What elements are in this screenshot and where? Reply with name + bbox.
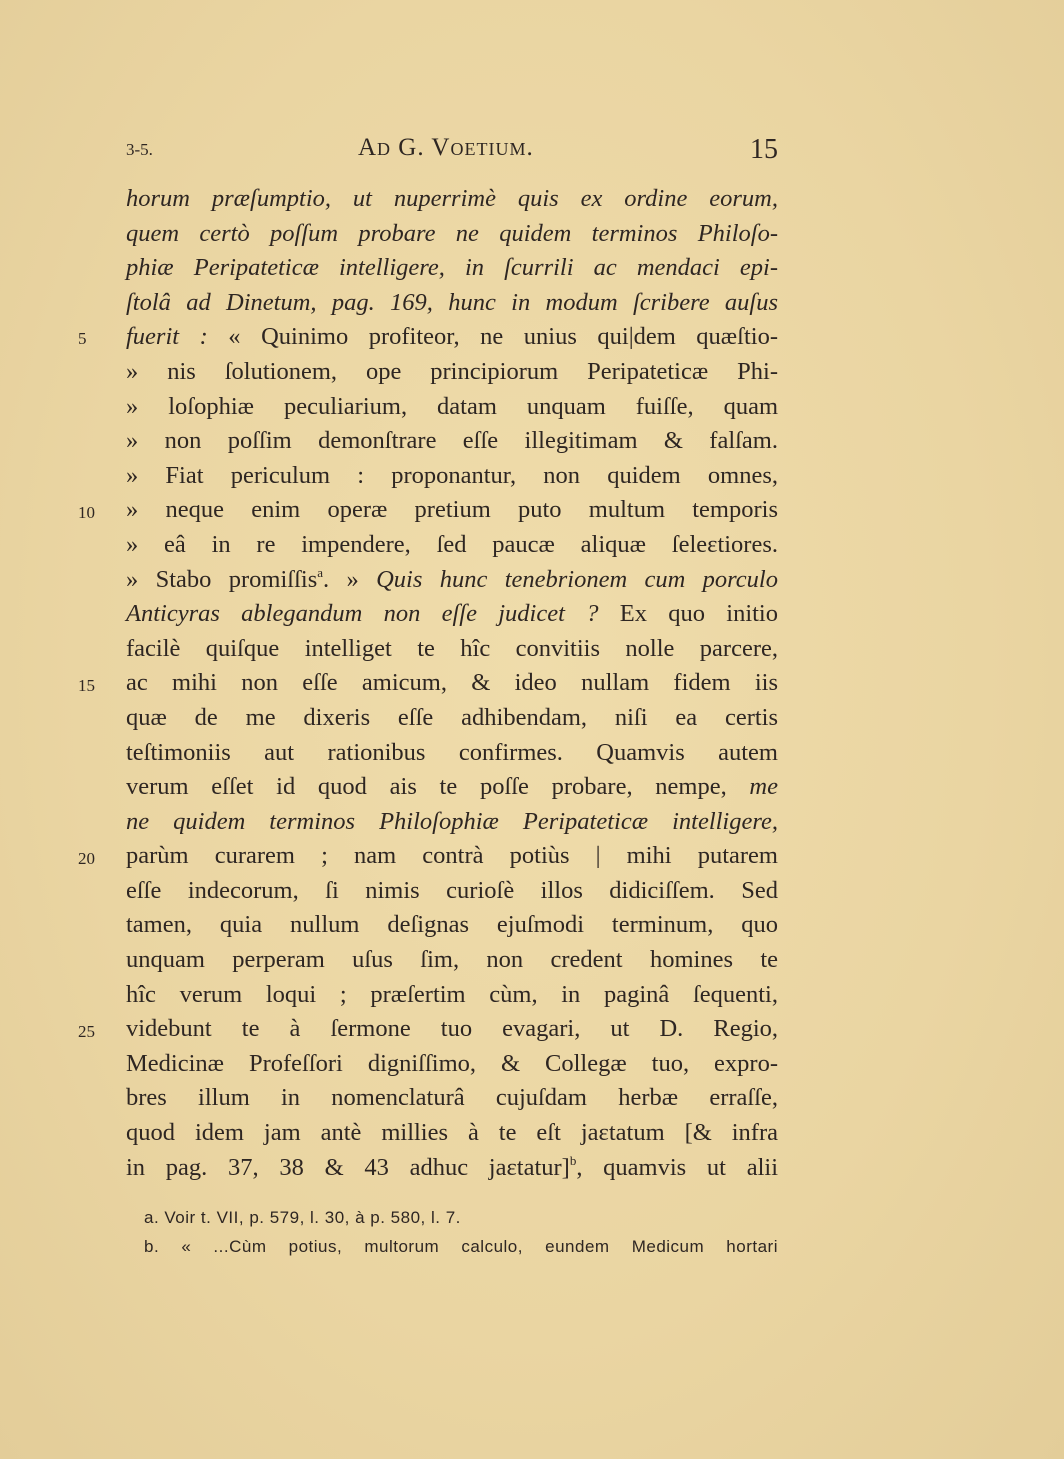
text-segment: » non poſſim demonſtrare eſſe illegitimam & falſam. [126,427,778,455]
footnote-a: a. Voir t. VII, p. 579, l. 30, à p. 580, l. 7. [144,1208,461,1227]
text-segment: » Fiat periculum : proponantur, non quidem omnes, [126,461,778,489]
text-segment: quæ de me dixeris eſſe adhibendam, niſi ea certis [126,703,778,731]
running-header [126,134,778,174]
footnote-b: b. « ...Cùm potius, multorum calculo, eundem Medicum hortari [144,1237,778,1256]
line-number-20: 20 [78,849,95,868]
line-number-15: 15 [78,676,95,695]
text-line [126,874,778,909]
text-line [126,528,778,563]
text-segment: fuerit : [126,323,229,351]
text-segment: . » [323,565,377,593]
text-line [126,1151,778,1186]
text-segment: hîc verum loqui ; præſertim cùm, in paginâ ſequenti, [126,980,778,1008]
text-line [126,493,778,528]
footnotes [144,1203,778,1261]
text-line [126,563,778,598]
text-segment: ſtolâ ad Dinetum, pag. 169, hunc in modum ſcribere auſus [126,288,778,316]
text-segment: quem certò poſſum probare ne quidem terminos Philoſo- [126,219,778,247]
text-segment: phiæ Peripateticæ intelligere, in ſcurrili ac mendaci epi- [126,254,778,282]
line-number-25: 25 [78,1022,95,1041]
text-line [126,251,778,286]
text-segment: Anticyras ablegandum non eſſe judicet ? [126,600,620,628]
text-segment: » Stabo promiſſis [126,565,318,593]
text-line [126,908,778,943]
text-line [126,424,778,459]
text-segment: Ex quo initio [619,600,778,628]
text-line [126,805,778,840]
text-line [126,1012,778,1047]
text-segment: tamen, quia nullum deſignas ejuſmodi terminum, quo [126,911,778,939]
text-line [126,770,778,805]
text-segment: parùm curarem ; nam contrà potiùs | mihi putarem [126,842,778,870]
text-line [126,978,778,1013]
text-segment: ne quidem terminos Philoſophiæ Peripateticæ intelligere, [126,807,778,835]
text-segment: » neque enim operæ pretium puto multum temporis [126,496,778,524]
text-line [126,182,778,217]
text-segment: facilè quiſque intelliget te hîc convitiis nolle parcere, [126,634,778,662]
text-line [126,666,778,701]
text-line [126,632,778,667]
line-number-10: 10 [78,503,95,522]
text-line [126,1047,778,1082]
text-segment: unquam perperam uſus ſim, non credent homines te [126,946,778,974]
text-segment: Quis hunc tenebrionem cum porculo [376,565,778,593]
text-line [126,1116,778,1151]
line-number-5: 5 [78,329,87,348]
footnote-marker: b [569,1152,577,1168]
text-line [126,1081,778,1116]
text-segment: » nis ſolutionem, ope principiorum Peripateticæ Phi- [126,357,778,385]
text-segment: in pag. 37, 38 & 43 adhuc jaɛtatur] [126,1153,570,1181]
text-segment: ac mihi non eſſe amicum, & ideo nullam fidem iis [126,669,778,697]
text-segment: » loſophiæ peculiarium, datam unquam fuiſſe, quam [126,392,778,420]
footnote-marker: a [317,564,324,580]
text-line [126,597,778,632]
running-title: Ad G. Voetium. [358,134,534,161]
text-segment: me [749,773,778,801]
section-reference: 3-5. [126,140,153,159]
text-line [126,320,778,355]
text-segment: , quamvis ut alii [576,1153,778,1181]
body-text [126,182,778,1185]
text-segment: Medicinæ Profeſſori digniſſimo, & Collegæ tuo, expro- [126,1049,778,1077]
text-segment: » eâ in re impendere, ſed paucæ aliquæ ſeleɛtiores. [126,530,778,558]
text-line [126,943,778,978]
text-segment: « Quinimo profiteor, ne unius qui|dem quæſtio- [228,323,778,351]
text-line [126,390,778,425]
text-segment: horum præſumptio, ut nuperrimè quis ex ordine eorum, [126,185,778,212]
text-segment: teſtimoniis aut rationibus confirmes. Quamvis autem [126,738,778,766]
text-line [126,217,778,252]
text-line [126,459,778,494]
text-line [126,839,778,874]
text-segment: videbunt te à ſermone tuo evagari, ut D. Regio, [126,1015,778,1043]
text-segment: bres illum in nomenclaturâ cujuſdam herbæ erraſſe, [126,1084,778,1112]
page-number: 15 [750,134,778,165]
text-line [126,701,778,736]
text-line [126,355,778,390]
text-segment: verum eſſet id quod ais te poſſe probare, nempe, [126,773,750,801]
text-line [126,286,778,321]
text-segment: quod idem jam antè millies à te eſt jaɛtatum [& infra [126,1119,778,1147]
text-line [126,736,778,771]
text-segment: eſſe indecorum, ſi nimis curioſè illos didiciſſem. Sed [126,876,778,904]
